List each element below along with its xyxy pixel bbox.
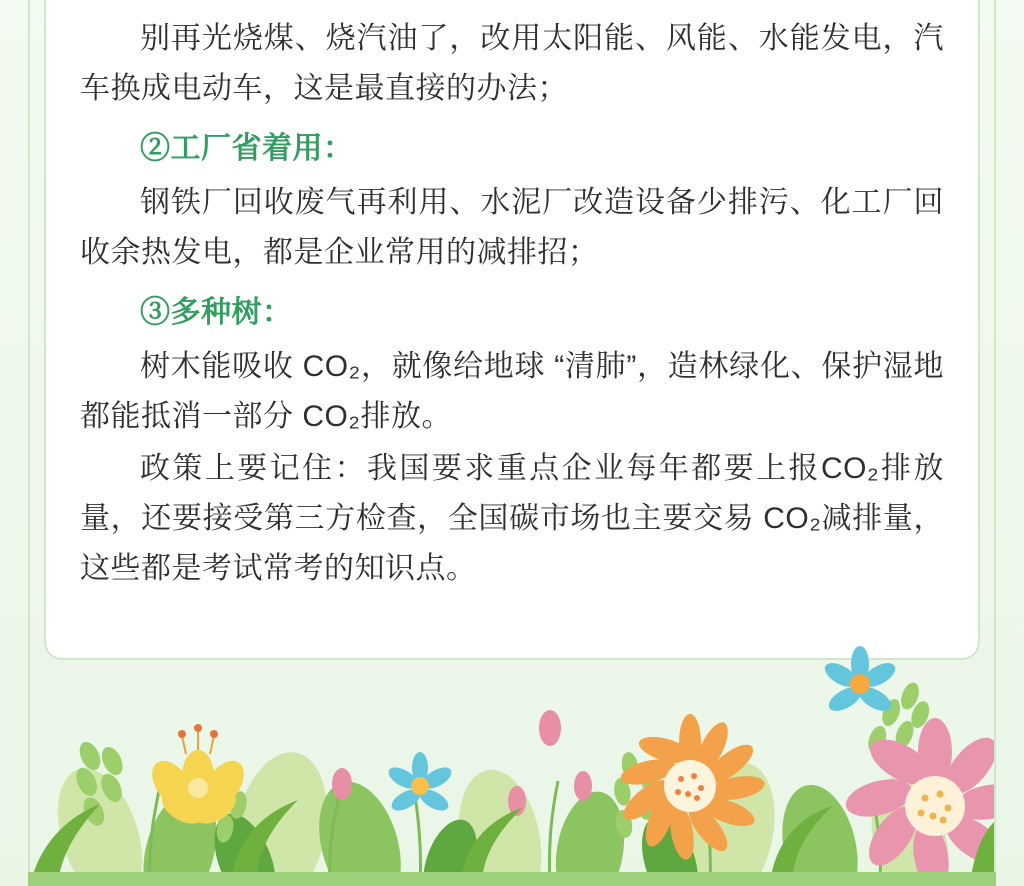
heading-factory-saving: ②工厂省着用： bbox=[140, 132, 354, 165]
heading-plant-trees: ③多种树： bbox=[140, 296, 293, 329]
content-card bbox=[44, 0, 980, 660]
flower-blue-left bbox=[385, 752, 455, 815]
flower-blue-right bbox=[821, 646, 899, 716]
content-card-inner bbox=[80, 14, 944, 640]
paragraph-trees-absorb: 树木能吸收 CO₂，就像给地球 “清肺”，造林绿化、保护湿地都能抵消一部分 CO₂排放。 bbox=[80, 350, 944, 433]
frame-line-right bbox=[994, 0, 996, 886]
paragraph-policy-note: 政策上要记住：我国要求重点企业每年都要上报CO₂排放量，还要接受第三方检查，全国碳市场也主要交易 CO₂减排量，这些都是考试常考的知识点。 bbox=[80, 452, 944, 585]
paragraph-factory-measures: 钢铁厂回收废气再利用、水泥厂改造设备少排污、化工厂回收余热发电，都是企业常用的减排招； bbox=[80, 186, 944, 269]
flower-pink-large bbox=[842, 718, 994, 886]
flower-border-decoration bbox=[30, 636, 994, 886]
paragraph-energy-switch: 别再光烧煤、烧汽油了，改用太阳能、风能、水能发电，汽车换成电动车，这是最直接的办法； bbox=[80, 22, 944, 105]
bottom-bar bbox=[28, 872, 996, 886]
